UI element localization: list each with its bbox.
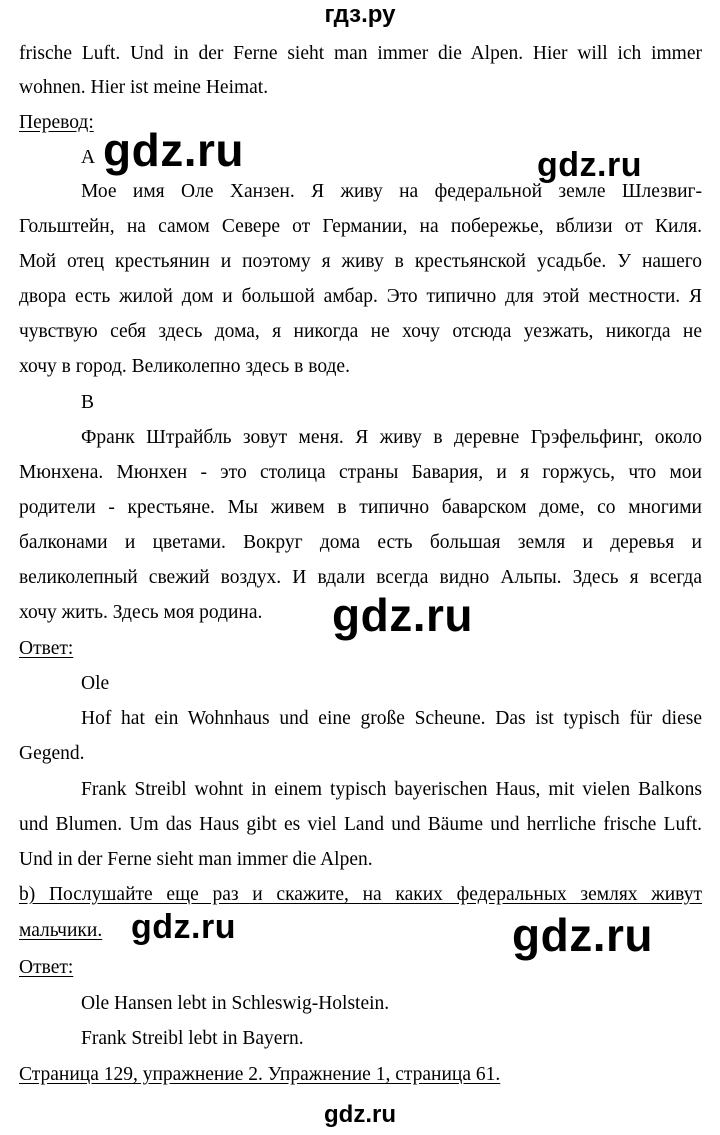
text-line: wohnen. Hier ist meine Heimat.	[19, 77, 269, 98]
site-header: гдз.ру	[324, 1, 396, 28]
text-line: Hof hat ein Wohnhaus und eine große Scheune. Das ist typisch für diese	[81, 708, 702, 729]
text-line: Мюнхена. Мюнхен - это столица страны Бавария, и я горжусь, что мои	[19, 462, 702, 483]
watermark: gdz.ru	[103, 124, 244, 176]
text-line: und Blumen. Um das Haus gibt es viel Land und Bäume und herrliche frische Luft.	[19, 814, 702, 835]
text-line: Frank Streibl lebt in Bayern.	[81, 1028, 304, 1049]
text-line: Мое имя Оле Ханзен. Я живу на федеральной земле Шлезвиг-	[81, 181, 702, 202]
text-line: Гольштейн, на самом Севере от Германии, на побережье, вблизи от Киля.	[19, 216, 702, 237]
section-letter-a: А	[81, 147, 96, 168]
question-line: мальчики.	[19, 920, 103, 941]
watermark: gdz.ru	[332, 589, 473, 641]
question-line: b) Послушайте еще раз и скажите, на каких федеральных землях живут	[19, 884, 702, 905]
text-line: чувствую себя здесь дома, я никогда не хочу отсюда уезжать, никогда не	[19, 321, 702, 342]
page-reference: Страница 129, упражнение 2. Упражнение 1, страница 61.	[19, 1064, 501, 1085]
text-line: великолепный свежий воздух. И вдали всегда видно Альпы. Здесь я всегда	[19, 567, 702, 588]
watermark: gdz.ru	[131, 908, 236, 946]
text-line: Frank Streibl wohnt in einem typisch bayerischen Haus, mit vielen Balkons	[81, 779, 702, 800]
text-line: Мой отец крестьянин и поэтому я живу в крестьянской усадьбе. У нашего	[19, 251, 702, 272]
section-label-answer: Ответ:	[19, 957, 74, 978]
text-line: балконами и цветами. Вокруг дома есть большая земля и деревья и	[19, 532, 702, 553]
watermark: gdz.ru	[537, 146, 642, 184]
text-line: Und in der Ferne sieht man immer die Alpen.	[19, 849, 373, 870]
text-line: родители - крестьяне. Мы живем в типично баварском доме, со многими	[19, 497, 702, 518]
text-line: Ole	[81, 673, 110, 694]
section-label-translation: Перевод:	[19, 112, 94, 133]
watermark: gdz.ru	[512, 909, 653, 961]
section-label-answer: Ответ:	[19, 638, 74, 659]
text-line: Франк Штрайбль зовут меня. Я живу в деревне Грэфельфинг, около	[81, 427, 702, 448]
text-line: frische Luft. Und in der Ferne sieht man immer die Alpen. Hier will ich immer	[19, 43, 702, 64]
text-line: двора есть жилой дом и большой амбар. Это типично для этой местности. Я	[19, 286, 702, 307]
text-line: Gegend.	[19, 743, 85, 764]
text-line: хочу жить. Здесь моя родина.	[19, 602, 263, 623]
section-letter-b: В	[81, 392, 95, 413]
site-footer: gdz.ru	[324, 1101, 396, 1128]
text-line: хочу в город. Великолепно здесь в воде.	[19, 356, 350, 377]
text-line: Ole Hansen lebt in Schleswig-Holstein.	[81, 993, 390, 1014]
